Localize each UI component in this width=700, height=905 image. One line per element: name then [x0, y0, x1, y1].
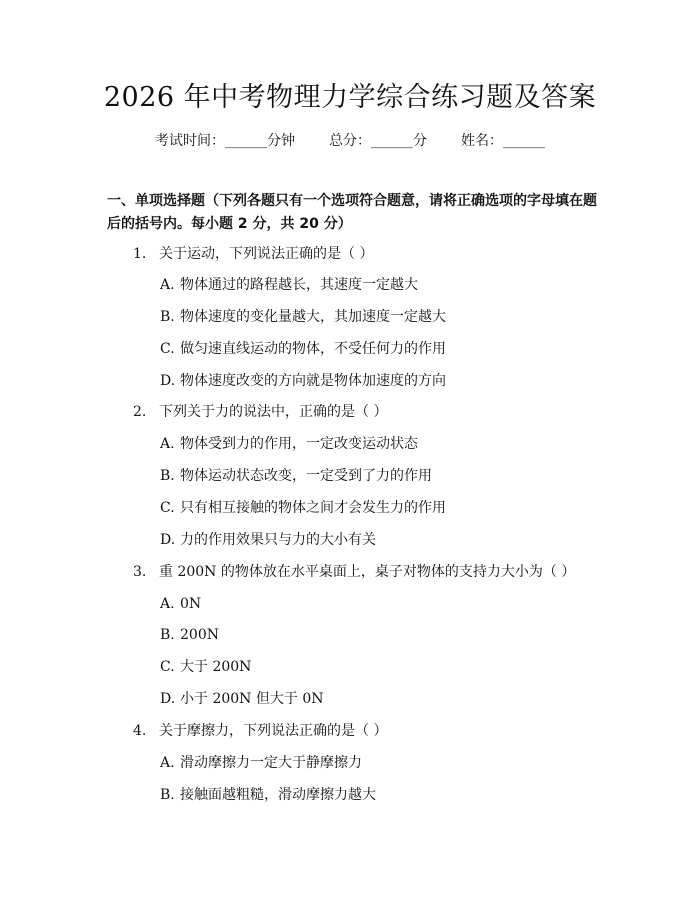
- question-number: 4.: [133, 723, 147, 739]
- question-1-option-c: [160, 339, 446, 359]
- total-score-field: 总分：______分: [329, 133, 427, 149]
- option-text: 0N: [180, 596, 202, 612]
- option-letter: B.: [160, 309, 175, 325]
- question-1: [133, 244, 373, 264]
- exam-time-field: 考试时间：______分钟: [155, 133, 295, 149]
- question-1-option-d: [160, 371, 446, 391]
- option-letter: A.: [160, 277, 175, 293]
- option-letter: A.: [160, 596, 175, 612]
- question-3-option-a: [160, 594, 201, 614]
- option-letter: A.: [160, 436, 175, 452]
- question-3: [133, 562, 575, 582]
- option-text: 力的作用效果只与力的大小有关: [180, 532, 376, 548]
- option-text: 物体运动状态改变，一定受到了力的作用: [180, 468, 432, 484]
- question-text: 下列关于力的说法中，正确的是（ ）: [159, 404, 388, 420]
- question-4: [133, 721, 387, 741]
- option-letter: B.: [160, 787, 175, 803]
- option-letter: C.: [160, 341, 175, 357]
- option-letter: C.: [160, 500, 175, 516]
- option-text: 物体通过的路程越长，其速度一定越大: [180, 277, 418, 293]
- question-number: 3.: [133, 564, 147, 580]
- page-title: 2026 年中考物理力学综合练习题及答案: [103, 82, 597, 113]
- question-4-option-b: [160, 785, 376, 805]
- question-1-option-a: [160, 275, 418, 295]
- option-text: 200N: [180, 627, 219, 643]
- question-3-option-d: [160, 689, 323, 709]
- exam-meta: [0, 131, 700, 151]
- question-number: 2.: [133, 404, 147, 420]
- option-letter: D.: [160, 532, 176, 548]
- question-2: [133, 402, 387, 422]
- student-name-field: 姓名：______: [461, 133, 545, 149]
- option-letter: D.: [160, 691, 176, 707]
- question-number: 1.: [133, 246, 147, 262]
- option-letter: A.: [160, 755, 175, 771]
- option-text: 小于 200N 但大于 0N: [180, 691, 324, 707]
- question-2-option-b: [160, 466, 432, 486]
- option-letter: D.: [160, 373, 176, 389]
- option-letter: B.: [160, 627, 175, 643]
- question-4-option-a: [160, 753, 362, 773]
- question-2-option-a: [160, 434, 418, 454]
- option-text: 滑动摩擦力一定大于静摩擦力: [180, 755, 362, 771]
- question-2-option-d: [160, 530, 376, 550]
- question-1-option-b: [160, 307, 446, 327]
- question-text: 关于运动，下列说法正确的是（ ）: [159, 246, 374, 262]
- option-text: 物体速度的变化量越大，其加速度一定越大: [180, 309, 446, 325]
- option-text: 物体速度改变的方向就是物体加速度的方向: [180, 373, 446, 389]
- option-text: 大于 200N: [180, 659, 252, 675]
- question-3-option-c: [160, 657, 251, 677]
- question-text: 重 200N 的物体放在水平桌面上，桌子对物体的支持力大小为（ ）: [159, 564, 576, 580]
- option-text: 物体受到力的作用，一定改变运动状态: [180, 436, 418, 452]
- question-2-option-c: [160, 498, 446, 518]
- option-text: 做匀速直线运动的物体，不受任何力的作用: [180, 341, 446, 357]
- option-letter: B.: [160, 468, 175, 484]
- question-text: 关于摩擦力，下列说法正确的是（ ）: [159, 723, 388, 739]
- option-text: 只有相互接触的物体之间才会发生力的作用: [180, 500, 446, 516]
- option-letter: C.: [160, 659, 175, 675]
- section-heading: 一、单项选择题（下列各题只有一个选项符合题意，请将正确选项的字母填在题后的括号内。每小题 2 分，共 20 分）: [107, 193, 597, 232]
- option-text: 接触面越粗糙，滑动摩擦力越大: [180, 787, 376, 803]
- question-3-option-b: [160, 625, 219, 645]
